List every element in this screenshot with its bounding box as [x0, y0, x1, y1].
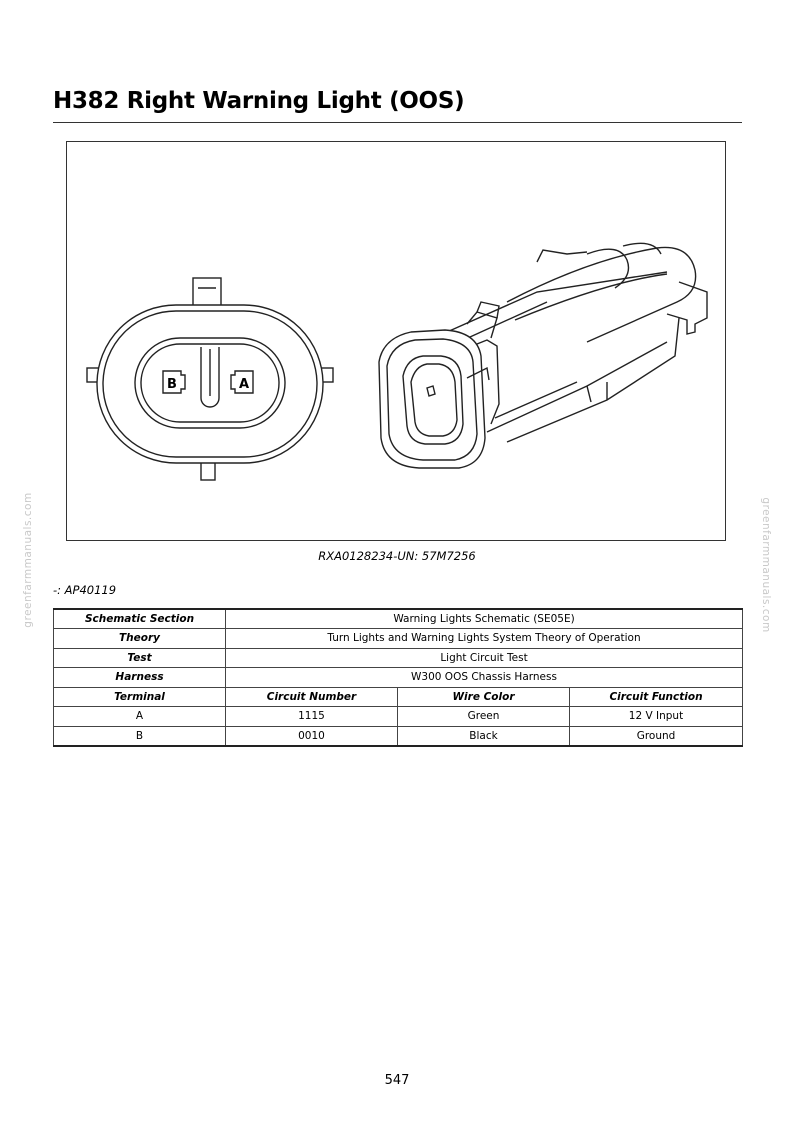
figure-caption: RXA0128234-UN: 57M7256	[318, 549, 476, 563]
connector-info-table	[53, 608, 743, 747]
column-header-wire-color: Wire Color	[398, 687, 570, 707]
row-label: Test	[54, 648, 226, 668]
circuit-function-cell: 12 V Input	[570, 707, 743, 727]
circuit-number-cell: 0010	[226, 726, 398, 746]
info-row-theory	[54, 629, 743, 649]
row-label: Theory	[54, 629, 226, 649]
circuit-number-cell: 1115	[226, 707, 398, 727]
column-header-circuit-function: Circuit Function	[570, 687, 743, 707]
circuit-function-cell: Ground	[570, 726, 743, 746]
row-value: Light Circuit Test	[226, 648, 743, 668]
info-row-test	[54, 648, 743, 668]
pin-label-a: A	[238, 377, 250, 392]
row-value: Warning Lights Schematic (SE05E)	[226, 609, 743, 629]
row-value: Turn Lights and Warning Lights System Theory of Operation	[226, 629, 743, 649]
table-row	[54, 726, 743, 746]
row-label: Schematic Section	[54, 609, 226, 629]
terminal-cell: B	[54, 726, 226, 746]
table-row	[54, 707, 743, 727]
pin-table-header	[54, 687, 743, 707]
row-label: Harness	[54, 668, 226, 688]
pin-label-b: B	[167, 377, 177, 392]
column-header-circuit-number: Circuit Number	[226, 687, 398, 707]
connector-illustration	[67, 142, 727, 542]
connector-figure	[66, 141, 726, 541]
terminal-cell: A	[54, 707, 226, 727]
row-value: W300 OOS Chassis Harness	[226, 668, 743, 688]
reference-note: -: AP40119	[53, 583, 117, 597]
wire-color-cell: Green	[398, 707, 570, 727]
column-header-terminal: Terminal	[54, 687, 226, 707]
info-row-schematic	[54, 609, 743, 629]
watermark-right: greenfarmmanuals.com	[760, 497, 772, 633]
wire-color-cell: Black	[398, 726, 570, 746]
watermark-left: greenfarmmanuals.com	[22, 492, 34, 628]
title-divider	[53, 122, 742, 123]
page-title: H382 Right Warning Light (OOS)	[53, 88, 465, 114]
page-number: 547	[384, 1073, 410, 1088]
info-row-harness	[54, 668, 743, 688]
